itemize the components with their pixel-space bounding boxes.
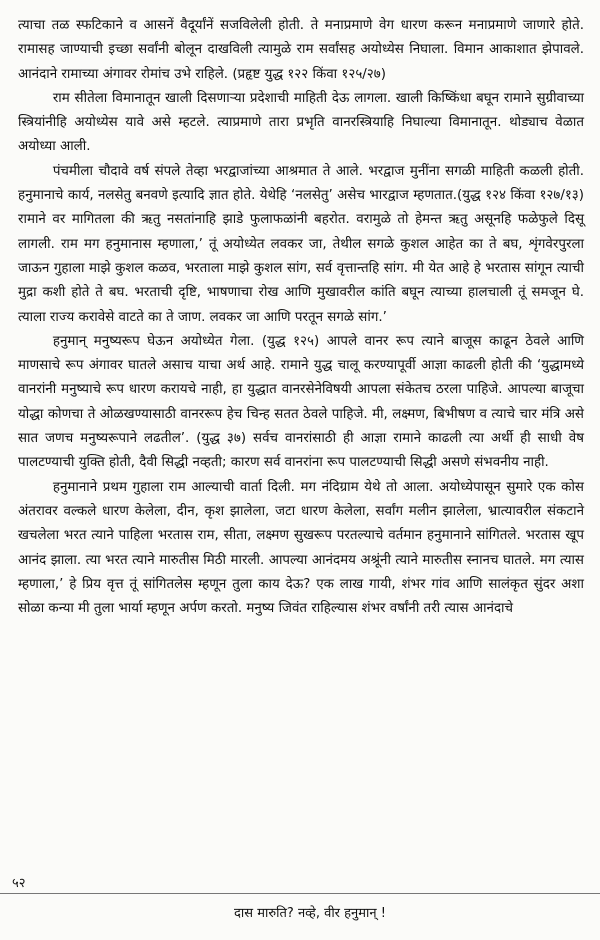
paragraph-2: राम सीतेला विमानातून खाली दिसणा‍ऱ्या प्रदेशाची माहिती देऊ लागला. खाली किष्किंधा बघून रामाने सुग्रीवाच्या स्त्रियांनीहि अयोध्येस यावे असे म्हटले. त्याप्रमाणे तारा प्रभृति वानरस्त्रियाहि निघाल्या विमानातून. थोड्याच वेळात अयोध्या आली. bbox=[18, 90, 584, 155]
page-number: ५२ bbox=[12, 876, 26, 891]
paragraph-1: त्याचा तळ स्फटिकाने व आसनें वैदूर्यांनें सजविलेली होती. ते मनाप्रमाणे वेग धारण करून मनाप्रमाणे जाणारे होते. रामासह जाण्याची इच्छा सर्वांनी बोलून दाखविली त्यामुळे राम सर्वांसह अयोध्येस निघाला. विमान आकाशात झेपावले. आनंदाने रामाच्या अंगावर रोमांच उभे राहिले. (प्रहृष्ट युद्ध १२२ किंवा १२५/२७) bbox=[18, 18, 584, 82]
paragraph-5: हनुमानाने प्रथम गुहाला राम आल्याची वार्ता दिली. मग नंदिग्राम येथे तो आला. अयोध्येपासून सुमारे एक कोस अंतरावर वल्कले धारण केलेला, दीन, कृश झालेला, जटा धारण केलेला, सर्वांग मलीन झालेला, भ्रात्यावरील संकटाने खचलेला भरत त्याने पाहिला भरतास राम, सीता, लक्ष्मण सुखरूप परतल्याचे वर्तमान हनुमानाने सांगितले. भरतास खूप आनंद झाला. त्या भरत त्याने मारुतीस मिठी मारली. आपल्या आनंदमय अश्रूंनी त्याने मारुतीस स्नानच घातले. मग त्यास म्हणाला,’ हे प्रिय वृत्त तूं सांगितलेस म्हणून तुला काय देऊ? एक लाख गायी, शंभर गांव आणि सालंकृत सुंदर अशा सोळा कन्या मी तुला भार्या म्हणून अर्पण करतो. मनुष्य जिवंत राहिल्यास शंभर वर्षांनी तरी त्यास आनंदाचे bbox=[18, 479, 584, 617]
paragraph-4: हनुमान् मनुष्यरूप घेऊन अयोध्येत गेला. (युद्ध १२५) आपले वानर रूप त्याने बाजूस काढून ठेवले आणि माणसाचे रूप अंगावर घातले असाच याचा अर्थ आहे. रामाने युद्ध चालू करण्यापूर्वी आज्ञा काढली होती की ‘युद्धामध्ये वानरांनी मनुष्याचे रूप धारण करायचे नाही, हा युद्धात वानरसेनेविषयी आपला संकेतच ठरला पाहिजे. आपल्या बाजूचा योद्धा कोणचा ते ओळखण्यासाठी वानररूप हेच चिन्ह सतत ठेवले पाहिजे. मी, लक्ष्मण, बिभीषण व त्याचे चार मंत्रि असे सात जणच मनुष्यरूपाने लढतील’. (युद्ध ३७) सर्वच वानरांसाठी ही आज्ञा रामाने काढली त्या अर्थी ही साधी वेष पालटण्याची युक्ति होती, दैवी सिद्धी नव्हती; कारण सर्व वानरांना रूप पालटण्याची सिद्धी असणे संभवनीय नाही. bbox=[18, 333, 584, 471]
running-footer: दास मारुति? नव्हे, वीर हनुमान् ! bbox=[234, 906, 386, 921]
body-text bbox=[18, 14, 584, 621]
paragraph-3: पंचमीला चौदावे वर्ष संपले तेव्हा भरद्वाजांच्या आश्रमात ते आले. भरद्वाज मुनींना सगळी माहिती कळली होती. हनुमानाचे कार्य, नलसेतु बनवणे इत्यादि ज्ञात होते. येथेहि ‘नलसेतु’ असेच भारद्वाज म्हणतात.(युद्ध १२४ किंवा १२७/१३) रामाने वर मागितला की ऋतु नसतांनाहि झाडे फुलाफळांनी बहरोत. वरामुळे तो हेमन्त ऋतु असूनहि फळेफुले दिसू लागली. राम मग हनुमानास म्हणाला,’ तूं अयोध्येत लवकर जा, तेथील सगळे कुशल आहेत का ते बघ, शृंगवेरपुरला जाऊन गुहाला माझे कुशल कळव, भरताला माझे कुशल सांग, सर्व वृत्तान्तहि सांग. मी येत आहे हे भरतास सांगून त्याची मुद्रा कशी होते ते बघ. भरताची दृष्टि, भाषणाचा रोख आणि मुखावरील कांति बघून त्याच्या हालचाली तूं समजून घे. त्याला राज्य करावेसे वाटते का ते जाण. लवकर जा आणि परतून सगळे सांग.’ bbox=[18, 163, 584, 325]
footer-divider bbox=[0, 893, 600, 894]
